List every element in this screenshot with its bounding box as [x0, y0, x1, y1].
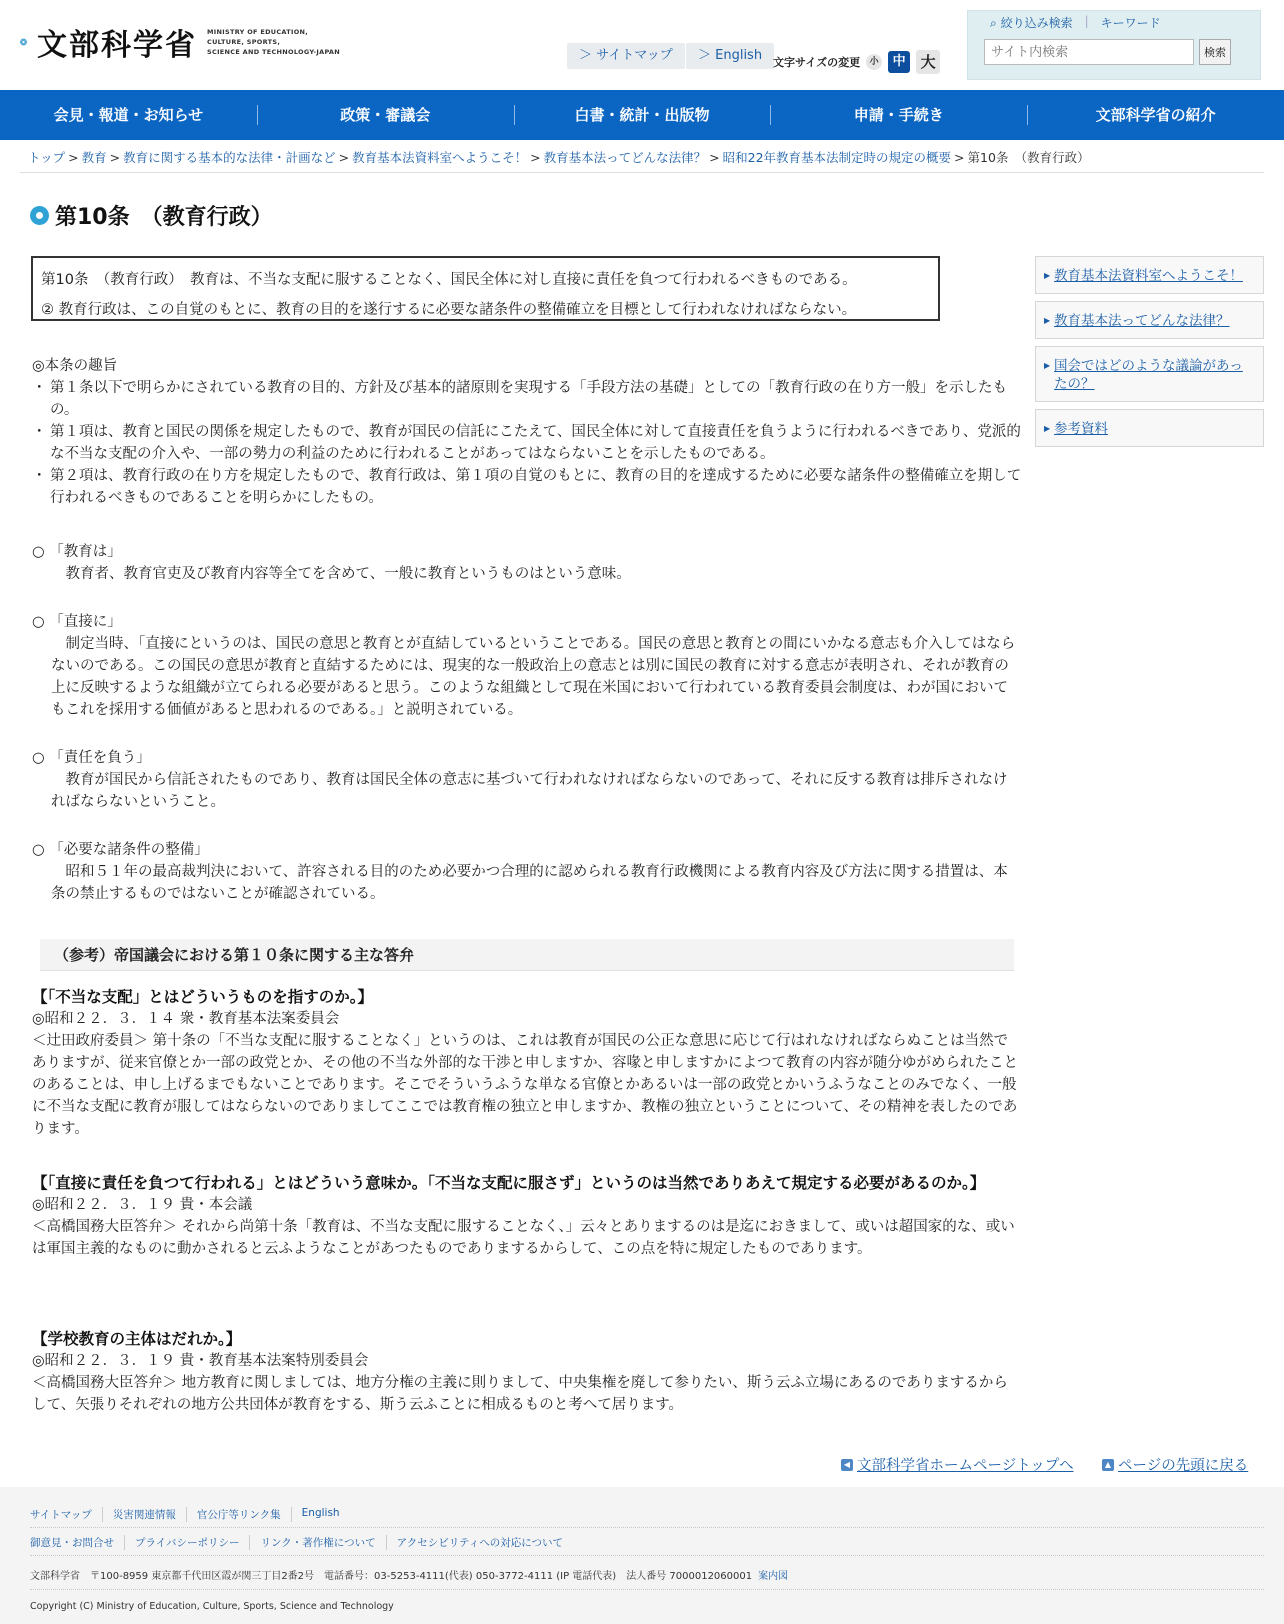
term-block — [32, 747, 1022, 813]
footer-link[interactable]: 御意見・お問合せ — [30, 1537, 114, 1549]
term-block — [32, 611, 1022, 721]
breadcrumb-link[interactable]: 教育に関する基本的な法律・計画など — [123, 150, 336, 165]
site-header — [0, 0, 1284, 90]
breadcrumb-divider — [20, 172, 1264, 173]
reference-heading: （参考）帝国議会における第１０条に関する主な答弁 — [40, 939, 1014, 971]
term-block — [32, 541, 1022, 585]
qa-date: ◎昭和２２．３．１４ 衆・教育基本法案委員会 — [32, 1011, 340, 1027]
mext-emblem-icon — [20, 17, 27, 67]
qa-answer: ＜高橋国務大臣答弁＞ それから尚第十条「教育は、不当な支配に服することなく、」云々とありまするのは是迄におきまして、或いは超国家的な、或いは軍国主義的なものに動かされると云ふようなことがあつたものでありまするからして、この点を特に規定したものであります。 — [32, 1219, 1015, 1257]
site-search — [967, 10, 1261, 80]
home-top-link[interactable]: ◀ 文部科学省ホームページトップへ — [841, 1454, 1073, 1475]
english-button[interactable]: ＞ English — [686, 43, 774, 69]
footer-links-row-2 — [30, 1535, 573, 1550]
footer-link[interactable]: リンク・著作権について — [249, 1535, 385, 1550]
font-size-medium-button[interactable]: 中 — [888, 51, 910, 73]
purpose-section — [32, 355, 1022, 509]
breadcrumb-link[interactable]: 教育基本法ってどんな法律？ — [543, 150, 707, 165]
global-nav — [0, 90, 1284, 140]
sidebar-link[interactable]: 参考資料 — [1054, 421, 1108, 437]
footer-divider — [30, 1555, 1264, 1556]
qa-block — [32, 1328, 1022, 1416]
page-title-wrap — [30, 200, 273, 231]
purpose-bullet: ・ 第１条以下で明らかにされている教育の目的、方針及び基本的諸原則を実現する「手段方法の基礎」としての「教育行政の在り方一般」を示したもの。 — [32, 380, 1007, 418]
font-size-large-button[interactable]: 大 — [916, 50, 940, 74]
caret-right-icon: ▶ — [1044, 361, 1051, 370]
footer-map-link[interactable]: 案内図 — [758, 1571, 789, 1582]
article-line-2: ② 教育行政は、この自覚のもとに、教育の目的を遂行するに必要な諸条件の整備確立を目標として行われなければならない。 — [41, 302, 857, 318]
qa-question: 【「不当な支配」とはどういうものを指すのか。】 — [32, 988, 374, 1006]
sidebar-item-welcome[interactable] — [1035, 256, 1264, 294]
logo-text-en: MINISTRY OF EDUCATION, CULTURE, SPORTS, SCIENCE AND TECHNOLOGY-JAPAN — [207, 28, 340, 56]
term-body: 教育が国民から信託されたものであり、教育は国民全体の意志に基づいて行われなければならないのであって、それに反する教育は排斥されなければならないということ。 — [51, 772, 1008, 810]
sitemap-button[interactable]: ＞ サイトマップ — [567, 43, 685, 69]
qa-answer: ＜高橋国務大臣答弁＞ 地方教育に関しましては、地方分権の主義に則りまして、中央集権を廃して参りたい、斯う云ふ立場にあるのでありまするからして、矢張りそれぞれの地方公共団体が教育をする、斯う云ふことに相成るものと考へて居ります。 — [32, 1375, 1008, 1413]
footer-link[interactable]: サイトマップ — [30, 1509, 92, 1521]
sidebar-link[interactable]: 教育基本法資料室へようこそ！ — [1054, 268, 1243, 284]
breadcrumb-current: 第10条 （教育行政） — [967, 150, 1090, 165]
page-top-link[interactable]: ▲ ページの先頭に戻る — [1102, 1454, 1248, 1475]
sidebar-item-diet-discussion[interactable] — [1035, 346, 1264, 402]
footer-links-row-1 — [30, 1507, 350, 1522]
purpose-heading: ◎本条の趣旨 — [32, 358, 118, 374]
term-heading: ○ 「必要な諸条件の整備」 — [32, 842, 209, 858]
breadcrumb-link[interactable]: 昭和22年教育基本法制定時の規定の概要 — [722, 150, 952, 165]
title-bullet-icon — [30, 206, 49, 225]
sidebar-item-about-law[interactable] — [1035, 301, 1264, 339]
gnav-item-policy[interactable]: 政策・審議会 — [257, 90, 514, 140]
breadcrumb-link[interactable]: 教育基本法資料室へようこそ！ — [352, 150, 528, 165]
footer-link[interactable]: 災害関連情報 — [102, 1507, 186, 1522]
search-tab-filter[interactable]: ⌕ 絞り込み検索 — [990, 16, 1073, 30]
qa-block — [32, 986, 1022, 1140]
footer-address: 文部科学省 〒100-8959 東京都千代田区霞が関三丁目2番2号 電話番号：03-5253-4111(代表) 050-3772-4111 (IP 電話代表) 法人番号 7000012060001 案内図 — [30, 1571, 789, 1582]
arrow-up-icon: ▲ — [1102, 1459, 1114, 1471]
qa-date: ◎昭和２２．３．１９ 貴・本会議 — [32, 1197, 253, 1213]
font-size-small-button[interactable]: 小 — [866, 54, 882, 70]
logo-text-jp: 文部科学省 — [37, 28, 198, 63]
term-body: 昭和５１年の最高裁判決において、許容される目的のため必要かつ合理的に認められる教育行政機関による教育内容及び方法に関する措置は、本条の禁止するものではないことが確認されている。 — [51, 864, 1008, 902]
gnav-item-press[interactable]: 会見・報道・お知らせ — [53, 106, 204, 124]
gnav-item-publications[interactable]: 白書・統計・出版物 — [514, 90, 771, 140]
site-footer — [0, 1487, 1284, 1624]
term-heading: ○ 「教育は」 — [32, 544, 122, 560]
qa-answer: ＜辻田政府委員＞ 第十条の「不当な支配に服することなく」というのは、これは教育が国民の公正な意思に応じて行はれなければならぬことは当然でありますが、従来官僚とか一部の政党とか、その他の不当な外部的な干渉と申しますか、容喙と申しますかによつて教育の内容が随分ゆがめられたことのあることは、申し上げるまでもないことであります。そこでそういうふうな単なる官僚とかあるいは一部の政党とかいうふうなことのみでなく、一般に不当な支配に教育が服してはならないのでありましてここでは教育権の独立と申しますか、教権の独立ということについて、その精神を表したのであります。 — [32, 1033, 1018, 1137]
caret-right-icon: ▶ — [1044, 271, 1051, 280]
breadcrumb-link[interactable]: トップ — [28, 150, 66, 165]
term-heading: ○ 「直接に」 — [32, 614, 122, 630]
footer-link[interactable]: プライバシーポリシー — [124, 1535, 249, 1550]
caret-right-icon: ▶ — [1044, 424, 1051, 433]
qa-question: 【学校教育の主体はだれか。】 — [32, 1330, 242, 1348]
footer-link[interactable]: 官公庁等リンク集 — [186, 1507, 291, 1522]
sidebar-link[interactable]: 国会ではどのような議論があったの？ — [1054, 358, 1243, 392]
term-body: 教育者、教育官吏及び教育内容等全てを含めて、一般に教育というものはという意味。 — [51, 566, 631, 582]
gnav-item-about[interactable]: 文部科学省の紹介 — [1027, 90, 1284, 140]
footer-divider — [30, 1527, 1264, 1528]
font-size-switcher — [773, 50, 940, 74]
font-size-label: 文字サイズの変更 — [773, 56, 861, 69]
footer-link[interactable]: アクセシビリティへの対応について — [386, 1535, 573, 1550]
footer-link[interactable]: English — [291, 1507, 350, 1522]
term-heading: ○ 「責任を負う」 — [32, 750, 151, 766]
site-logo[interactable] — [20, 14, 340, 70]
search-tab-keyword[interactable]: キーワード — [1100, 16, 1161, 30]
search-input[interactable] — [984, 39, 1194, 65]
sidebar-item-references[interactable] — [1035, 409, 1264, 447]
filter-search-icon: ⌕ — [990, 16, 997, 30]
qa-question: 【「直接に責任を負つて行われる」とはどういう意味か。「不当な支配に服さず」というのは当然でありあえて規定する必要があるのか。】 — [32, 1174, 986, 1192]
search-tab-divider: | — [1084, 14, 1089, 28]
qa-date: ◎昭和２２．３．１９ 貴・教育基本法案特別委員会 — [32, 1353, 369, 1369]
page-title: 第10条 （教育行政） — [55, 205, 273, 230]
purpose-bullet: ・ 第１項は、教育と国民の関係を規定したもので、教育が国民の信託にこたえて、国民全体に対して直接責任を負うように行われるべきであり、党派的な不当な支配の介入や、一部の勢力の利益のために行われることがあってはならないことを示したものである。 — [32, 424, 1021, 462]
caret-right-icon: ▶ — [1044, 316, 1051, 325]
purpose-bullet: ・ 第２項は、教育行政の在り方を規定したもので、教育行政は、第１項の自覚のもとに、教育の目的を達成するために必要な諸条件の整備確立を期して行われるべきものであることを明らかにしたもの。 — [32, 468, 1022, 506]
sidebar-link[interactable]: 教育基本法ってどんな法律？ — [1054, 313, 1230, 329]
article-line-1: 第10条 （教育行政） 教育は、不当な支配に服することなく、国民全体に対し直接に責任を負つて行われるべきものである。 — [41, 272, 857, 288]
breadcrumb-link[interactable]: 教育 — [81, 150, 107, 165]
breadcrumb: トップ > 教育 > 教育に関する基本的な法律・計画など > 教育基本法資料室へようこそ！ > 教育基本法ってどんな法律？ > 昭和22年教育基本法制定時の規定の概要 > 第10条 （教育行政） — [28, 150, 1090, 165]
term-body: 制定当時、「直接にというのは、国民の意思と教育とが直結しているということである。国民の意思と教育との間にいかなる意志も介入してはならないのである。この国民の意思が教育と直結するためには、現実的な一般政治上の意志とは別に国民の教育に対する意志が表明され、それが教育の上に反映するような組織が立てられる必要があると思う。このような組織として現在米国において行われている教育委員会制度は、わが国においてもこれを採用する価値があると思われるのである。」と説明されている。 — [51, 636, 1016, 718]
article-text-box — [31, 256, 940, 321]
term-block — [32, 839, 1022, 905]
footer-divider — [30, 1589, 1264, 1590]
gnav-item-applications[interactable]: 申請・手続き — [770, 90, 1027, 140]
qa-block — [32, 1172, 1022, 1260]
copyright: Copyright (C) Ministry of Education, Culture, Sports, Science and Technology — [30, 1601, 394, 1612]
search-button[interactable]: 検索 — [1199, 39, 1231, 65]
arrow-left-icon: ◀ — [841, 1459, 853, 1471]
